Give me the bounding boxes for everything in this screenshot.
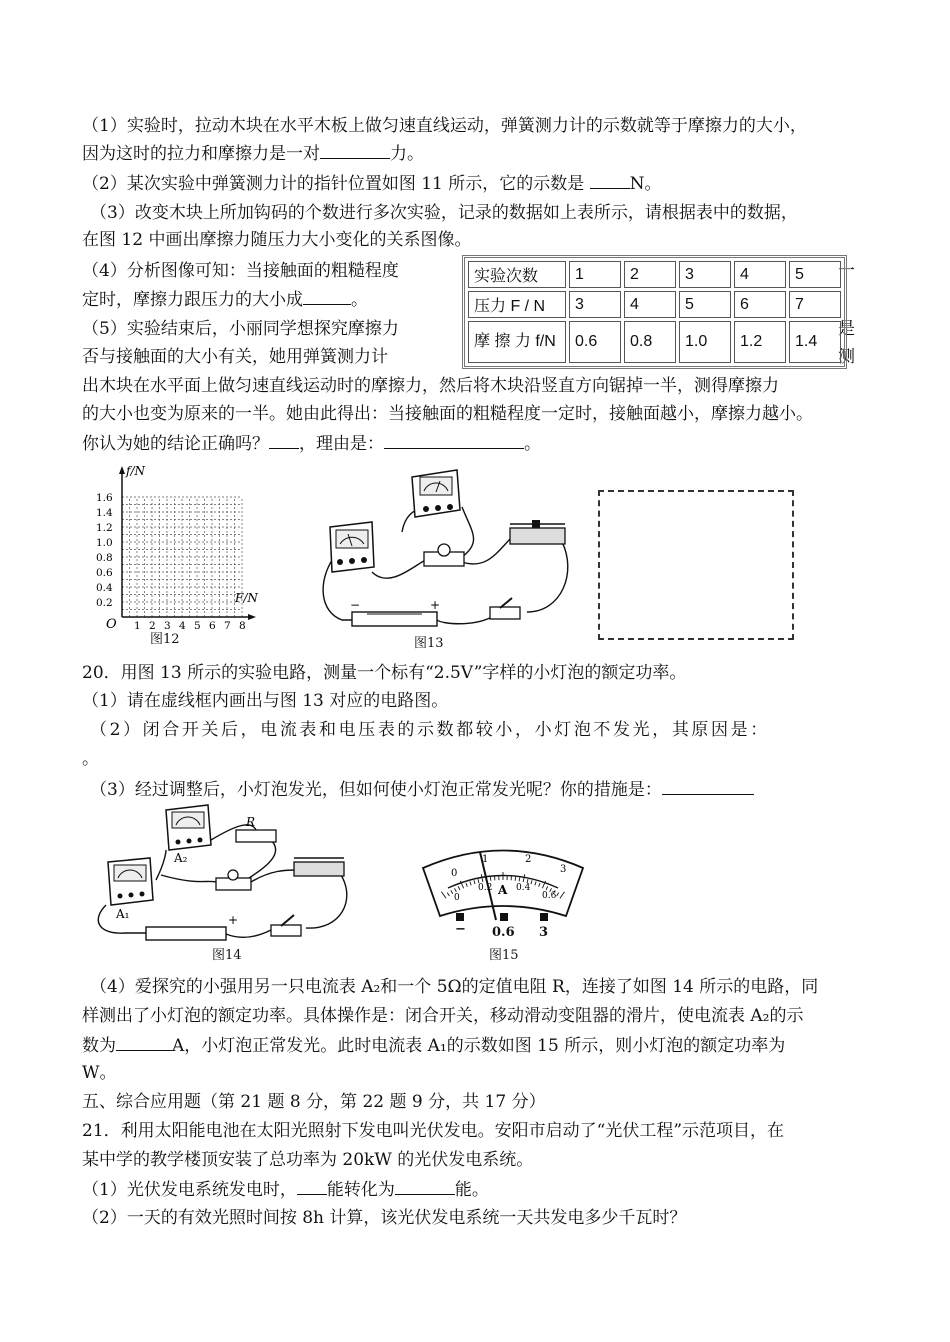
rheostat: [294, 858, 344, 876]
table-row: [468, 261, 841, 288]
terminal: [456, 913, 464, 921]
y-tick-labels: [96, 492, 113, 609]
outer-scale-label: 0: [451, 868, 458, 879]
svg-text:+: +: [228, 913, 239, 927]
wire: [226, 930, 271, 937]
q19-part5-line2-tail: 测: [838, 347, 855, 367]
q20-title: 20．用图 13 所示的实验电路，测量一个标有“2.5V”字样的小灯泡的额定功率。: [82, 663, 687, 683]
figure-12-caption: 图12: [150, 632, 180, 647]
table-cell: 1.4: [789, 321, 841, 363]
circuit-diagram-answer-box[interactable]: [598, 490, 794, 640]
ammeter-a1-label: A₁: [116, 907, 130, 921]
lamp-holder: [216, 870, 251, 890]
lamp-holder: [424, 544, 464, 566]
wire: [437, 617, 492, 624]
section-5-title: 五、综合应用题（第 21 题 8 分，第 22 题 9 分，共 17 分）: [82, 1092, 546, 1112]
voltmeter-device: [412, 470, 460, 517]
q20-part4-line2: 样测出了小灯泡的额定功率。具体操作是：闭合开关，移动滑动变阻器的滑片，使电流表 A₂的示: [82, 1006, 804, 1026]
table-cell: 6: [734, 291, 786, 318]
x-tick-label: 2: [149, 620, 156, 632]
answer-blank[interactable]: [662, 776, 754, 795]
q21-title-line2: 某中学的教学楼顶安装了总功率为 20kW 的光伏发电系统。: [82, 1150, 534, 1170]
table-header-cell: 实验次数: [468, 261, 566, 288]
q19-part3-line1: （3）改变木块上所加钩码的个数进行多次实验，记录的数据如上表所示，请根据表中的数据，: [90, 203, 798, 223]
wire: [161, 875, 216, 882]
q20-part1: （1）请在虚线框内画出与图 13 对应的电路图。: [82, 691, 449, 711]
q19-part3-line2: 在图 12 中画出摩擦力随压力大小变化的关系图像。: [82, 230, 472, 250]
ammeter-device: [330, 522, 374, 572]
resistor-label: R: [246, 815, 256, 829]
y-tick-label: 0.2: [96, 597, 113, 609]
q19-part5-line2: 否与接触面的大小有关，她用弹簧测力计: [82, 347, 388, 367]
figure-14-circuit: [86, 800, 358, 965]
ammeter-a1: [108, 858, 153, 905]
outer-scale-label: 1: [482, 854, 489, 865]
table-row: [468, 291, 841, 318]
answer-blank[interactable]: [320, 140, 390, 159]
x-tick-label: 5: [194, 620, 201, 632]
y-tick-label: 0.8: [96, 552, 113, 564]
figure-13-caption: 图13: [414, 636, 444, 651]
q19-part4-line1-tail: 一: [838, 261, 855, 281]
y-tick-label: 1.6: [96, 492, 113, 504]
table-cell: 1.2: [734, 321, 786, 363]
figure-12-graph: [92, 462, 272, 642]
x-tick-label: 6: [209, 620, 216, 632]
y-tick-label: 0.4: [96, 582, 113, 594]
origin-label: O: [106, 617, 117, 632]
q21-title-line1: 21．利用太阳能电池在太阳光照射下发电叫光伏发电。安阳市启动了“光伏工程”示范项目，在: [82, 1121, 785, 1141]
figure-13-circuit: [312, 462, 582, 647]
table-cell: 2: [624, 261, 676, 288]
wire: [527, 542, 568, 612]
q20-part2: （2）闭合开关后，电流表和电压表的示数都较小，小灯泡不发光，其原因是：: [90, 720, 770, 740]
q20-part4-line4: W。: [82, 1063, 117, 1083]
q20-part4-line1: （4）爱探究的小强用另一只电流表 A₂和一个 5Ω的定值电阻 R，连接了如图 14 所示的电路，同: [90, 977, 819, 997]
outer-scale-label: 3: [560, 864, 567, 875]
q20-part2-end: 。: [82, 749, 99, 769]
q19-part5-line5: 你认为她的结论正确吗？ ，理由是： 。: [82, 430, 872, 457]
terminal: [500, 913, 508, 921]
table-cell: 3: [679, 261, 731, 288]
inner-scale-label: 0.6: [542, 891, 557, 901]
q19-part5-line4: 的大小也变为原来的一半。她由此得出：当接触面的粗糙程度一定时，接触面越小，摩擦力越小。: [82, 404, 813, 424]
x-tick-label: 1: [134, 620, 141, 632]
switch: [271, 915, 301, 936]
wire: [462, 507, 474, 557]
resistor: [236, 830, 276, 842]
y-axis-label: f/N: [126, 464, 145, 478]
inner-scale-label: 0.4: [516, 883, 531, 893]
q19-part4-line1: （4）分析图像可知：当接触面的粗糙程度: [82, 261, 399, 281]
ammeter-a2: [166, 805, 211, 850]
rheostat: [510, 520, 565, 544]
answer-blank[interactable]: [269, 430, 299, 449]
wire: [246, 840, 276, 880]
table-cell: 5: [679, 291, 731, 318]
table-cell: 4: [734, 261, 786, 288]
table-cell: 4: [624, 291, 676, 318]
q19-part5-line1-tail: 是: [838, 319, 855, 339]
terminal-label: −: [455, 922, 466, 937]
x-tick-label: 7: [224, 620, 231, 632]
ammeter-a2-label: A₂: [174, 851, 188, 865]
y-tick-label: 1.4: [96, 507, 113, 519]
graph-grid: [122, 497, 242, 617]
y-axis-arrow: [119, 466, 125, 474]
table-row: [468, 321, 841, 363]
q19-part5-line3: 出木块在水平面上做匀速直线运动时的摩擦力，然后将木块沿竖直方向锯掉一半，测得摩擦力: [82, 376, 779, 396]
terminal: [540, 913, 548, 921]
q21-part2: （2）一天的有效光照时间按 8h 计算，该光伏发电系统一天共发电多少千瓦时？: [82, 1208, 687, 1228]
table-cell: 0.6: [569, 321, 621, 363]
q21-part1: （1）光伏发电系统发电时， 能转化为 能。: [82, 1176, 872, 1203]
answer-blank[interactable]: [590, 170, 630, 189]
table-cell: 3: [569, 291, 621, 318]
q19-part2: （2）某次实验中弹簧测力计的指针位置如图 11 所示，它的示数是 N。: [82, 170, 872, 197]
table-cell: 0.8: [624, 321, 676, 363]
q20-part4-line3: 数为 A，小灯泡正常发光。此时电流表 A₁的示数如图 15 所示，则小灯泡的额定功率为: [82, 1032, 872, 1059]
switch: [490, 598, 520, 619]
x-axis-arrow: [248, 614, 256, 620]
meter-unit-label: A: [498, 883, 508, 897]
wire: [372, 559, 430, 578]
q19-part4-line2: 定时，摩擦力跟压力的大小成 。: [82, 286, 462, 313]
y-tick-label: 0.6: [96, 567, 113, 579]
answer-blank[interactable]: [395, 1176, 455, 1195]
svg-text:−: −: [350, 598, 361, 612]
table-cell: 1: [569, 261, 621, 288]
q19-part1-line1: （1）实验时，拉动木块在水平木板上做匀速直线运动，弹簧测力计的示数就等于摩擦力的大小，: [82, 116, 807, 136]
answer-blank[interactable]: [116, 1032, 172, 1051]
battery-pack: [146, 913, 238, 940]
answer-blank[interactable]: [303, 286, 351, 305]
table-cell: 5: [789, 261, 841, 288]
q19-part5-line1: （5）实验结束后，小丽同学想探究摩擦力: [82, 319, 399, 339]
x-axis-label: F/N: [235, 591, 258, 605]
q19-part1-line2: 因为这时的拉力和摩擦力是一对 力。: [82, 140, 872, 167]
x-tick-label: 3: [164, 620, 171, 632]
x-tick-label: 8: [239, 620, 246, 632]
friction-data-table: [462, 255, 847, 369]
table-cell: 7: [789, 291, 841, 318]
answer-blank[interactable]: [297, 1176, 327, 1195]
terminal-label: 3: [539, 925, 549, 940]
y-tick-label: 1.2: [96, 522, 113, 534]
battery-pack: [350, 598, 440, 626]
q20-part3: （3）经过调整后，小灯泡发光，但如何使小灯泡正常发光呢？你的措施是：: [90, 776, 880, 803]
wire: [306, 875, 347, 928]
x-tick-label: 4: [179, 620, 186, 632]
inner-scale-label: 0.2: [478, 883, 493, 893]
inner-scale-label: 0: [454, 893, 460, 903]
figure-14-caption: 图14: [212, 948, 242, 963]
answer-blank[interactable]: [384, 430, 524, 449]
svg-text:+: +: [430, 598, 441, 612]
table-header-cell: 摩 擦 力 f/N: [468, 321, 566, 363]
outer-scale-label: 2: [525, 854, 532, 865]
y-tick-label: 1.0: [96, 537, 113, 549]
table-cell: 1.0: [679, 321, 731, 363]
terminal-label: 0.6: [492, 925, 515, 940]
figure-15-caption: 图15: [489, 948, 519, 963]
table-header-cell: 压力 F / N: [468, 291, 566, 318]
